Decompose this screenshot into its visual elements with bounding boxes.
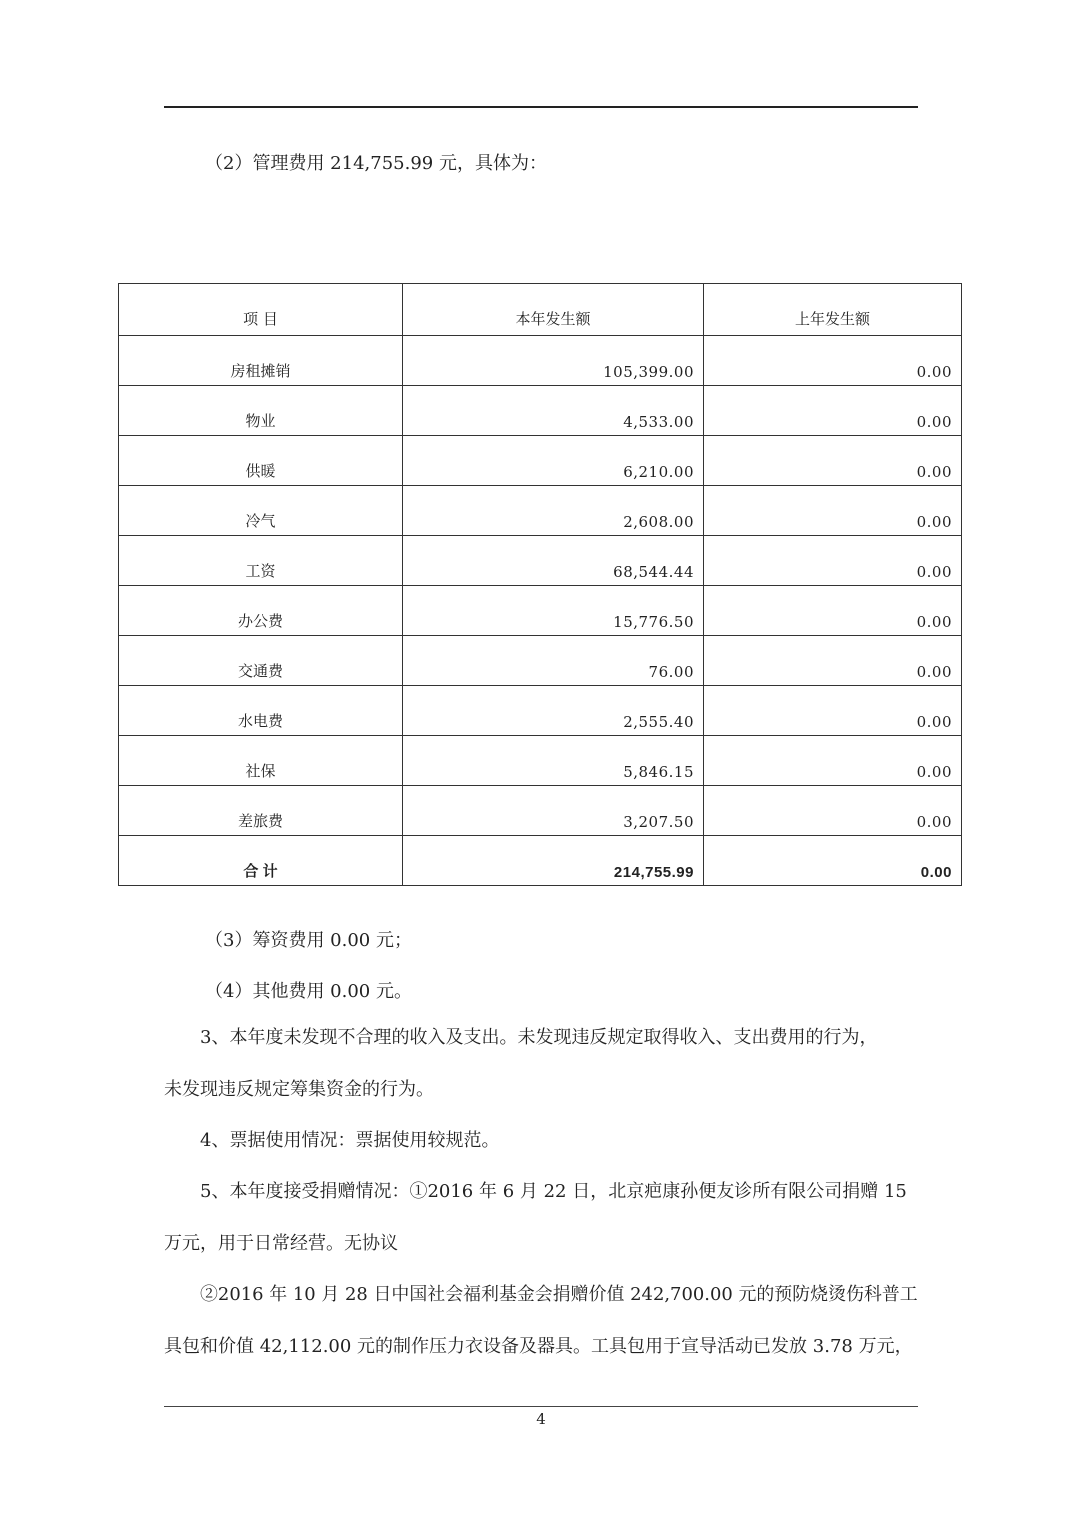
row-previous: 0.00 [704, 586, 962, 636]
total-current: 214,755.99 [403, 836, 704, 886]
table-row [119, 736, 962, 786]
table-row [119, 436, 962, 486]
row-item: 供暖 [119, 436, 403, 486]
section-3-line-2: 未发现违反规定筹集资金的行为。 [164, 1079, 434, 1100]
row-previous: 0.00 [704, 486, 962, 536]
row-current: 15,776.50 [403, 586, 704, 636]
table-row [119, 686, 962, 736]
row-previous: 0.00 [704, 786, 962, 836]
section-3-line-1: 3、本年度未发现不合理的收入及支出。未发现违反规定取得收入、支出费用的行为， [200, 1027, 878, 1048]
row-item: 差旅费 [119, 786, 403, 836]
row-current: 6,210.00 [403, 436, 704, 486]
row-item: 社保 [119, 736, 403, 786]
row-current: 68,544.44 [403, 536, 704, 586]
other-fee-line: （4）其他费用 0.00 元。 [205, 981, 412, 1002]
table-row [119, 586, 962, 636]
page-number: 4 [536, 1410, 546, 1428]
row-previous: 0.00 [704, 686, 962, 736]
row-current: 2,555.40 [403, 686, 704, 736]
table-header-row [119, 284, 962, 336]
donation-2-line-1: ②2016 年 10 月 28 日中国社会福利基金会捐赠价值 242,700.00 元的预防烧烫伤科普工 [200, 1284, 918, 1305]
row-previous: 0.00 [704, 736, 962, 786]
row-item: 工资 [119, 536, 403, 586]
row-current: 5,846.15 [403, 736, 704, 786]
table-row [119, 536, 962, 586]
table-row [119, 486, 962, 536]
row-previous: 0.00 [704, 436, 962, 486]
row-previous: 0.00 [704, 336, 962, 386]
management-fee-heading: （2）管理费用 214,755.99 元，具体为： [205, 153, 547, 174]
row-previous: 0.00 [704, 536, 962, 586]
section-5-line-2: 万元，用于日常经营。无协议 [164, 1233, 398, 1254]
row-current: 4,533.00 [403, 386, 704, 436]
row-current: 3,207.50 [403, 786, 704, 836]
footer-rule [164, 1406, 918, 1407]
total-label: 合 计 [119, 836, 403, 886]
row-item: 房租摊销 [119, 336, 403, 386]
total-previous: 0.00 [704, 836, 962, 886]
row-previous: 0.00 [704, 386, 962, 436]
row-item: 冷气 [119, 486, 403, 536]
row-item: 交通费 [119, 636, 403, 686]
table-total-row [119, 836, 962, 886]
table-row [119, 636, 962, 686]
row-current: 105,399.00 [403, 336, 704, 386]
row-item: 物业 [119, 386, 403, 436]
header-previous-year: 上年发生额 [704, 284, 962, 336]
table-row [119, 786, 962, 836]
header-rule [164, 106, 918, 108]
section-5-line-1: 5、本年度接受捐赠情况：①2016 年 6 月 22 日，北京疤康孙便友诊所有限公司捐赠 15 [200, 1181, 907, 1202]
row-current: 2,608.00 [403, 486, 704, 536]
table-row [119, 336, 962, 386]
donation-2-line-2: 具包和价值 42,112.00 元的制作压力衣设备及器具。工具包用于宣导活动已发放 3.78 万元， [164, 1336, 913, 1357]
row-previous: 0.00 [704, 636, 962, 686]
row-current: 76.00 [403, 636, 704, 686]
management-expense-table [118, 283, 962, 886]
header-item: 项 目 [119, 284, 403, 336]
section-4-line: 4、票据使用情况：票据使用较规范。 [200, 1130, 500, 1151]
header-current-year: 本年发生额 [403, 284, 704, 336]
table-row [119, 386, 962, 436]
row-item: 办公费 [119, 586, 403, 636]
fundraising-fee-line: （3）筹资费用 0.00 元； [205, 930, 412, 951]
row-item: 水电费 [119, 686, 403, 736]
